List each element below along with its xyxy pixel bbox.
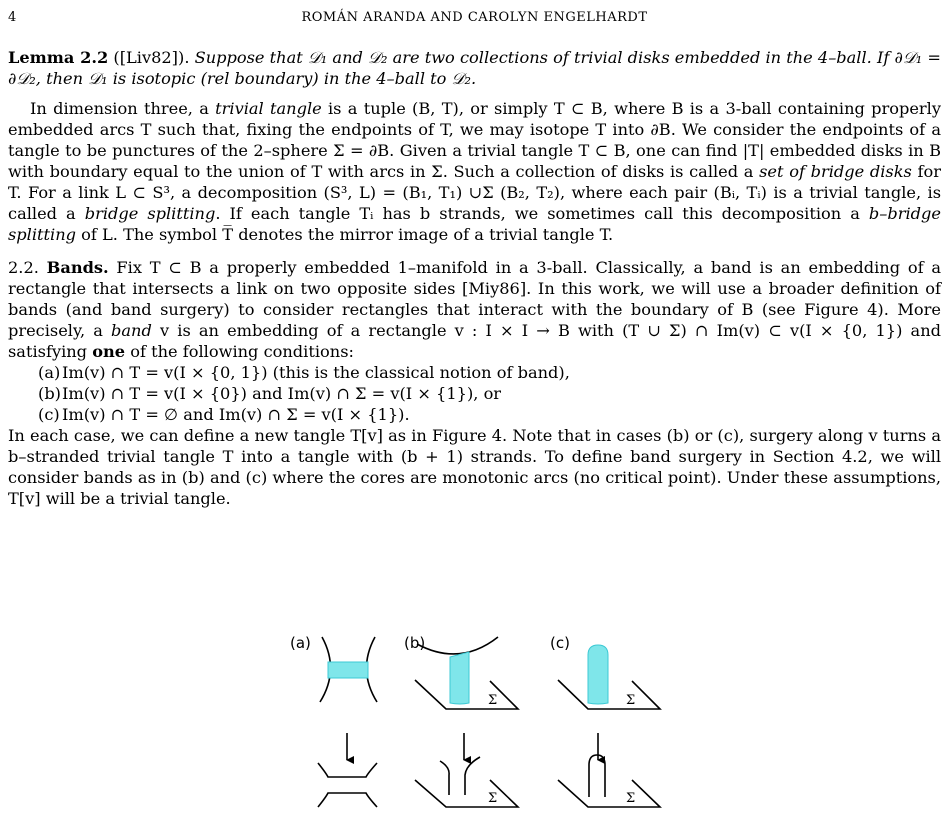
text-run: . If each tangle Tᵢ has b strands, we sometimes call this decomposition a bbox=[215, 204, 869, 223]
condition-text: Im(v) ∩ T = ∅ and Im(v) ∩ Σ = v(I × {1}). bbox=[62, 405, 410, 424]
text-run: Fix T ⊂ B a properly embedded 1–manifold in a 3-ball. Classically, a band is an embedding of a rectangle that intersects a link on two opposite sides [Miy86]. In this work, we will use a broader definition of bands (and band surgery) to consider rectangles that interact with the boundary of B (see Figure 4). More precisely, a bbox=[8, 258, 941, 340]
figure-4-drawing bbox=[0, 625, 951, 813]
result-bottom-a bbox=[318, 793, 377, 807]
sigma-label-b: Σ bbox=[488, 693, 498, 708]
condition-text: Im(v) ∩ T = v(I × {0, 1}) (this is the classical notion of band), bbox=[62, 363, 570, 382]
band-c bbox=[588, 645, 608, 704]
text-run: of L. The symbol T̅ denotes the mirror image of a trivial tangle T. bbox=[76, 225, 614, 244]
condition-c bbox=[8, 404, 941, 425]
condition-label: (a) bbox=[38, 363, 61, 382]
condition-label: (b) bbox=[38, 384, 61, 403]
text-run: for T. For a link L ⊂ S³, a decomposition (S³, L) = (B₁, T₁) ∪Σ (B₂, T₂), where each pair (Bᵢ, Tᵢ) is a trivial tangle, is called a bbox=[8, 162, 941, 223]
figure-label-c: (c) bbox=[550, 634, 570, 652]
result-top-a bbox=[318, 763, 377, 777]
sigma-plane-b-result bbox=[415, 780, 518, 807]
running-title: ROMÁN ARANDA AND CAROLYN ENGELHARDT bbox=[301, 10, 648, 25]
sigma-label-c: Σ bbox=[626, 693, 636, 708]
page bbox=[8, 0, 941, 509]
band-b bbox=[450, 652, 469, 704]
text-run: is a tuple (B, T), or simply T ⊂ B, where B is a 3-ball containing properly embedded arcs T such that, fixing the endpoints of T, we may isotope T into ∂B. We consider the endpoints of a tangle to be punctures of the 2–sphere Σ = ∂B. Given a trivial tangle T ⊂ B, one can find |T| embedded disks in B with boundary equal to the union of T with arcs in Σ. Such a collection of disks is called a bbox=[8, 99, 941, 181]
sigma-plane-c-result bbox=[558, 780, 660, 807]
sigma-label-b-result: Σ bbox=[488, 791, 498, 806]
condition-label: (c) bbox=[38, 405, 60, 424]
paragraph-band-surgery: In each case, we can define a new tangle T[v] as in Figure 4. Note that in cases (b) or (c), surgery along v turns a b–stranded trivial tangle T into a tangle with (b + 1) strands. To define band surgery in Section 4.2, we will consider bands as in (b) and (c) where the cores are monotonic arcs (no critical point). Under these assumptions, T[v] will be a trivial tangle. bbox=[8, 426, 941, 508]
figure-4 bbox=[0, 625, 951, 813]
result-strand-left-b bbox=[440, 761, 449, 795]
section-2-2-bands bbox=[8, 257, 941, 362]
emphasis-one: one bbox=[92, 342, 126, 361]
section-title: Bands. bbox=[46, 258, 109, 277]
text-run: of the following conditions: bbox=[125, 342, 354, 361]
condition-b bbox=[8, 383, 941, 404]
term-b-bridge-splitting: b–bridge splitting bbox=[8, 204, 941, 244]
term-bridge-splitting: bridge splitting bbox=[84, 204, 216, 223]
sigma-plane-c bbox=[558, 680, 660, 709]
sigma-label-c-result: Σ bbox=[626, 791, 636, 806]
lemma-statement: Suppose that 𝒟₁ and 𝒟₂ are two collections of trivial disks embedded in the 4–ball. If ∂𝒟₁ = ∂𝒟₂, then 𝒟₁ is isotopic (rel boundary) in the 4–ball to 𝒟₂. bbox=[8, 48, 941, 88]
lemma-label: Lemma 2.2 bbox=[8, 48, 109, 67]
figure-label-b: (b) bbox=[404, 634, 426, 652]
lemma-2-2 bbox=[8, 47, 941, 89]
conditions-list bbox=[8, 362, 941, 425]
term-bridge-disks: set of bridge disks bbox=[759, 162, 912, 181]
page-number: 4 bbox=[8, 10, 17, 25]
figure-label-a: (a) bbox=[290, 634, 311, 652]
text-run: In dimension three, a bbox=[30, 99, 216, 118]
text-run: v is an embedding of a rectangle v : I × I → B with (T ∪ Σ) ∩ Im(v) ⊂ v(I × {0, 1}) and satisfying bbox=[8, 321, 941, 361]
band-a bbox=[328, 662, 368, 678]
lemma-citation: ([Liv82]). bbox=[108, 48, 190, 67]
result-arc-c bbox=[589, 755, 605, 797]
paragraph-trivial-tangle bbox=[8, 98, 941, 245]
condition-a bbox=[8, 362, 941, 383]
term-band: band bbox=[111, 321, 152, 340]
page-header bbox=[8, 7, 941, 27]
result-strand-right-b bbox=[465, 757, 480, 795]
term-trivial-tangle: trivial tangle bbox=[215, 99, 322, 118]
section-number: 2.2. bbox=[8, 258, 39, 277]
strand-arc-b bbox=[417, 637, 498, 654]
condition-text: Im(v) ∩ T = v(I × {0}) and Im(v) ∩ Σ = v(I × {1}), or bbox=[62, 384, 502, 403]
